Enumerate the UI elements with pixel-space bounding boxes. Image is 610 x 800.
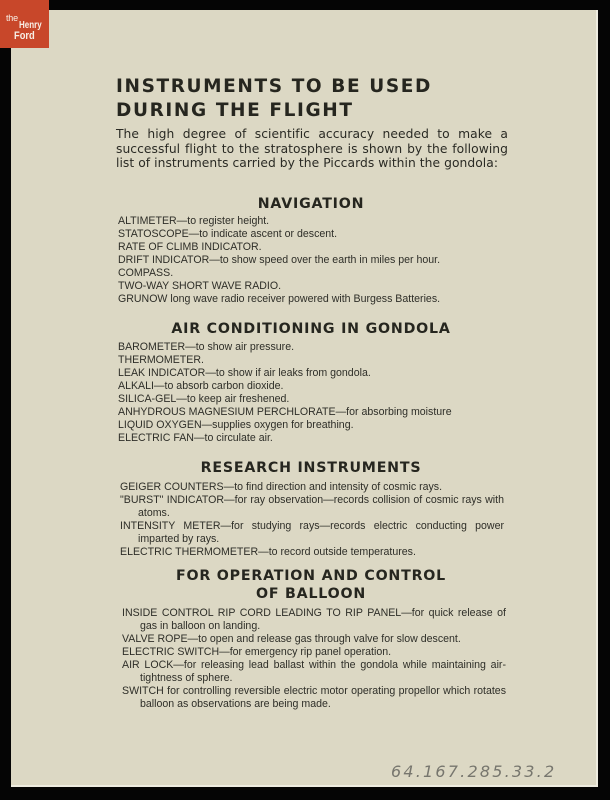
list-item: LEAK INDICATOR—to show if air leaks from gondola. bbox=[118, 367, 371, 379]
list-item: STATOSCOPE—to indicate ascent or descent. bbox=[118, 228, 338, 240]
list-item: "BURST" INDICATOR—for ray observation—records collision of cosmic rays with atoms. bbox=[120, 494, 504, 519]
logo-text-henry: Henry bbox=[19, 20, 42, 31]
section-heading-air-conditioning: AIR CONDITIONING IN GONDOLA bbox=[171, 321, 451, 337]
list-item: TWO-WAY SHORT WAVE RADIO. bbox=[118, 280, 282, 292]
logo-text-ford: Ford bbox=[14, 30, 35, 42]
title-line-2: DURING THE FLIGHT bbox=[116, 100, 354, 121]
list-item: SILICA-GEL—to keep air freshened. bbox=[118, 393, 290, 405]
heading-line-1: FOR OPERATION AND CONTROL bbox=[175, 568, 447, 584]
logo-text-the: the bbox=[6, 13, 18, 23]
list-item: RATE OF CLIMB INDICATOR. bbox=[118, 241, 262, 253]
list-item: THERMOMETER. bbox=[118, 354, 204, 366]
list-item: DRIFT INDICATOR—to show speed over the earth in miles per hour. bbox=[118, 254, 441, 266]
navigation-list bbox=[118, 215, 513, 306]
section-heading-research-instruments: RESEARCH INSTRUMENTS bbox=[200, 460, 422, 476]
list-item: AIR LOCK—for releasing lead ballast within the gondola while maintaining air-tightness of sphere. bbox=[122, 659, 506, 684]
section-heading-operation-control bbox=[111, 567, 511, 603]
list-item: ELECTRIC THERMOMETER—to record outside temperatures. bbox=[120, 546, 416, 558]
list-item: ELECTRIC FAN—to circulate air. bbox=[118, 432, 273, 444]
list-item: ALTIMETER—to register height. bbox=[118, 215, 270, 227]
research-instruments-list bbox=[120, 481, 504, 559]
list-item: INTENSITY METER—for studying rays—records electric conducting power imparted by rays. bbox=[120, 520, 504, 545]
air-conditioning-list bbox=[118, 341, 513, 445]
operation-control-list bbox=[122, 607, 506, 711]
list-item: GRUNOW long wave radio receiver powered with Burgess Batteries. bbox=[118, 293, 441, 305]
list-item: INSIDE CONTROL RIP CORD LEADING TO RIP PANEL—for quick release of gas in balloon on landing. bbox=[122, 607, 506, 632]
list-item: COMPASS. bbox=[118, 267, 174, 279]
list-item: LIQUID OXYGEN—supplies oxygen for breathing. bbox=[118, 419, 354, 431]
list-item: ELECTRIC SWITCH—for emergency rip panel operation. bbox=[122, 646, 392, 658]
list-item: ANHYDROUS MAGNESIUM PERCHLORATE—for absorbing moisture bbox=[118, 406, 452, 418]
inventory-number: 64.167.285.33.2 bbox=[391, 762, 557, 781]
document-page bbox=[11, 10, 598, 787]
list-item: VALVE ROPE—to open and release gas through valve for slow descent. bbox=[122, 633, 461, 645]
title-line-1: INSTRUMENTS TO BE USED bbox=[116, 76, 432, 97]
document-title bbox=[116, 75, 432, 123]
list-item: GEIGER COUNTERS—to find direction and intensity of cosmic rays. bbox=[120, 481, 443, 493]
intro-paragraph: The high degree of scientific accuracy needed to make a successful flight to the stratosphere is shown by the following list of instruments carried by the Piccards within the gondola: bbox=[116, 127, 508, 170]
list-item: SWITCH for controlling reversible electric motor operating propellor which rotates balloon as observations are being made. bbox=[122, 685, 506, 710]
document-content bbox=[11, 10, 596, 785]
list-item: ALKALI—to absorb carbon dioxide. bbox=[118, 380, 284, 392]
heading-line-2: OF BALLOON bbox=[255, 586, 367, 602]
henry-ford-logo bbox=[0, 0, 49, 48]
section-heading-navigation: NAVIGATION bbox=[257, 196, 365, 212]
list-item: BAROMETER—to show air pressure. bbox=[118, 341, 295, 353]
